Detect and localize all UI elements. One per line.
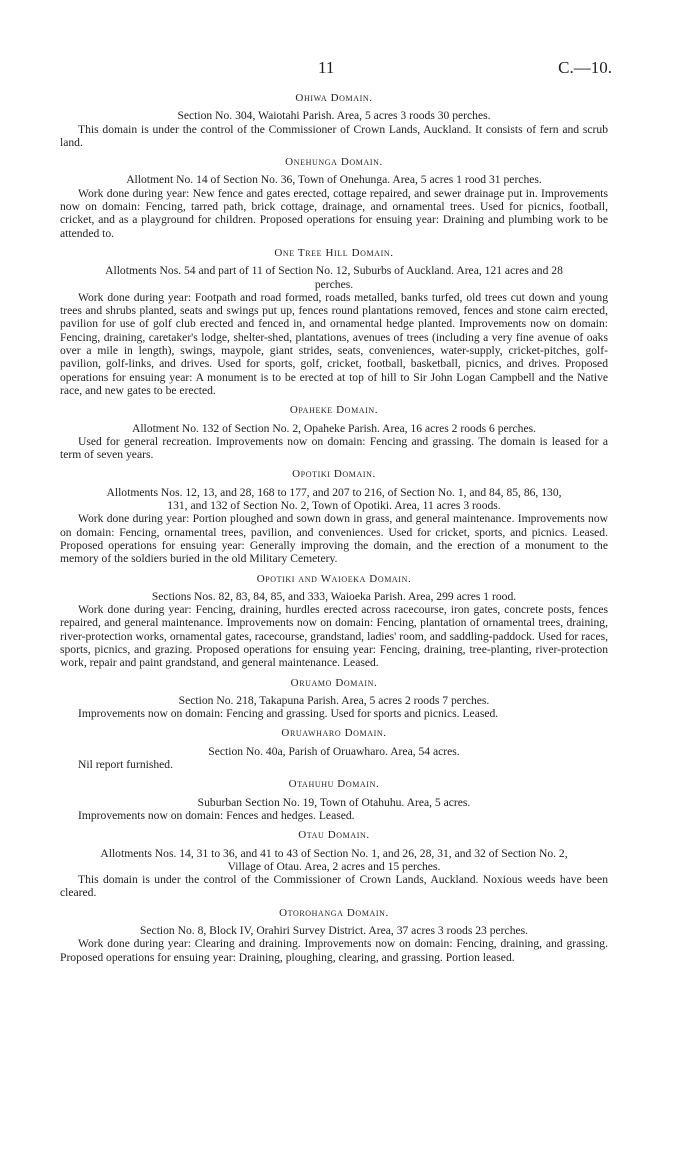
page-content [60,92,608,964]
section-body: This domain is under the control of the Commissioner of Crown Lands, Auckland. It consists of fern and scrub land. [60,122,608,149]
section-location: Section No. 218, Takapuna Parish. Area, 5 acres 2 roods 7 perches. [178,693,490,707]
domain-section-one-tree-hill [60,247,608,397]
section-location: Allotment No. 132 of Section No. 2, Opaheke Parish. Area, 16 acres 2 roods 6 perches. [131,421,537,435]
section-location: Allotments Nos. 12, 13, and 28, 168 to 177, and 207 to 216, of Section No. 1, and 84, 85, 86, 130, 131, and 132 of Section No. 2, Town of Opotiki. Area, 11 acres 3 roods. [106,485,562,513]
domain-section-onehunga [60,156,608,240]
domain-section-otorohanga [60,907,608,964]
domain-section-opotiki [60,468,608,565]
section-title: Oruawharo Domain. [281,727,387,740]
domain-section-opaheke [60,404,608,461]
domain-section-otau [60,829,608,899]
section-location: Section No. 40a, Parish of Oruawharo. Area, 54 acres. [208,744,460,758]
section-title: One Tree Hill Domain. [274,246,394,259]
domain-section-ohiwa [60,92,608,149]
section-location: Allotment No. 14 of Section No. 36, Town of Onehunga. Area, 5 acres 1 rood 31 perches. [126,173,542,187]
section-body: Work done during year: Fencing, draining, hurdles erected across racecourse, iron gates, concrete posts, fences repaired, and general maintenance. Improvements now on domain: Fencing, plantation of ornamental trees, draining, river-protection works, ornamental gates, racecourse, grandstand, ladies' room, and saddling-paddock. Used for races, sports, picnics, and grazing. Proposed operations for ensuing year: Fencing, draining, tree-planting, river-protection work, repair and paint grandstand, and general maintenance. Leased. [60,603,608,670]
page-number: 11 [318,58,335,77]
domain-section-oruawharo [60,727,608,771]
section-title: Otahuhu Domain. [288,778,380,791]
section-title: Oruamo Domain. [290,676,378,689]
section-body: Work done during year: Clearing and draining. Improvements now on domain: Fencing, draining, and grassing. Proposed operations for ensuing year: Draining, ploughing, clearing, and grassing. Portion leased. [60,937,608,964]
section-body: Work done during year: Portion ploughed and sown down in grass, and general maintenance. Improvements now on domain: Fencing, ornamental trees, pavilion, and conveniences. Used for cricket, sports, and picnics. Leased. Proposed operations for ensuing year: Generally improving the domain, and the erection of a monument to the memory of the soldiers buried in the old Military Cemetery. [60,512,608,566]
document-reference: C.—10. [558,58,612,77]
page-header [0,58,700,82]
domain-section-oruamo [60,677,608,721]
section-title: Otorohanga Domain. [279,906,389,919]
section-title: Opotiki Domain. [292,468,376,481]
section-body: Improvements now on domain: Fences and hedges. Leased. [78,808,355,822]
section-body: Work done during year: New fence and gates erected, cottage repaired, and sewer drainage put in. Improvements now on domain: Fencing, tarred path, brick cottage, drainage, and ornamental trees. Used for picnics, football, cricket, and as a playground for children. Proposed operations for ensuing year: Draining and plumbing work to be attended to. [60,186,608,240]
section-body: Work done during year: Footpath and road formed, roads metalled, banks turfed, old trees cut down and young trees and shrubs planted, seats and swings put up, fences round plantations removed, fences and stone cairn erected, pavilion for use of golf club erected and fenced in, and ornamental hedge planted. Improvements now on domain: Fencing, draining, caretaker's lodge, shelter-shed, plantations, avenues of trees (including a very fine avenue of oaks over a mile in length), swings, maypole, giant strides, seats, conveniences, water-supply, cricket-pitches, golf-pavilion, golf-links, and drives. Used for sports, golf, cricket, football, basketball, picnics, and drives. Proposed operations for ensuing year: A monument is to be erected at top of hill to Sir John Logan Campbell and the Native race, and new gates to be erected. [60,290,608,397]
section-body: This domain is under the control of the Commissioner of Crown Lands, Auckland. Noxious weeds have been cleared. [60,873,608,900]
section-body: Improvements now on domain: Fencing and grassing. Used for sports and picnics. Leased. [78,707,499,721]
section-title: Ohiwa Domain. [295,92,373,104]
section-title: Opotiki and Waioeka Domain. [256,572,412,585]
section-location: Section No. 8, Block IV, Orahiri Survey District. Area, 37 acres 3 roods 23 perches. [139,924,529,938]
domain-section-opotiki-waioeka [60,573,608,670]
section-location: Allotments Nos. 54 and part of 11 of Section No. 12, Suburbs of Auckland. Area, 121 acres and 28 perches. [105,264,563,291]
section-title: Opaheke Domain. [289,404,379,417]
section-body: Nil report furnished. [78,758,173,772]
section-location: Allotments Nos. 14, 31 to 36, and 41 to 43 of Section No. 1, and 26, 28, 31, and 32 of Section No. 2, Village of Otau. Area, 2 acres and 15 perches. [100,846,568,873]
section-title: Onehunga Domain. [285,156,383,169]
section-location: Suburban Section No. 19, Town of Otahuhu. Area, 5 acres. [197,795,471,809]
domain-section-otahuhu [60,778,608,822]
section-title: Otau Domain. [298,829,370,842]
section-body: Used for general recreation. Improvements now on domain: Fencing and grassing. The domain is leased for a term of seven years. [60,434,608,462]
section-location: Sections Nos. 82, 83, 84, 85, and 333, Waioeka Parish. Area, 299 acres 1 rood. [151,589,517,603]
section-location: Section No. 304, Waiotahi Parish. Area, 5 acres 3 roods 30 perches. [177,109,491,123]
